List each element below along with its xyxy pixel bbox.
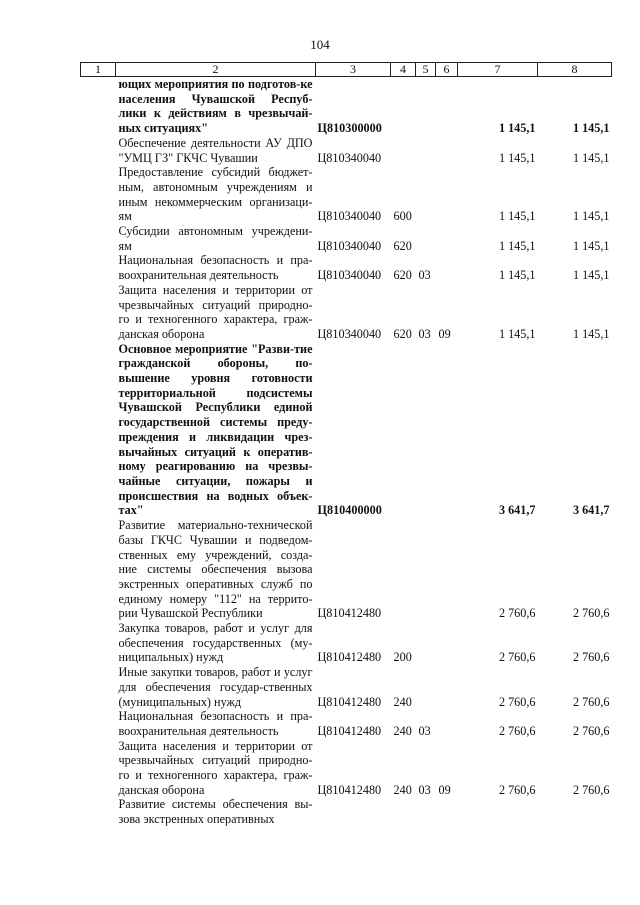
target-article-code <box>316 797 391 826</box>
expense-type-code <box>391 136 416 165</box>
subsection-code <box>436 136 458 165</box>
section-code <box>416 224 436 253</box>
row-number-cell <box>81 665 116 709</box>
amount-col-7: 1 145,1 <box>498 150 536 165</box>
section-code <box>416 342 436 518</box>
table-row <box>81 665 612 709</box>
subsection-code <box>436 665 458 709</box>
row-name: Субсидии автономным учреждени-ям <box>118 224 313 253</box>
row-name: Развитие материально-технической базы ГКЧС Чувашии и подведом-ственных ему учреждений, созда-ние системы обеспечения вызова экстренных оперативных служб по единому номеру "112" на террито-рии Чувашской Республики <box>118 518 313 621</box>
column-header: 4 <box>391 63 416 77</box>
row-number-cell <box>81 342 116 518</box>
row-number-cell <box>81 621 116 665</box>
row-name: Иные закупки товаров, работ и услуг для обеспечения государ-ственных (муниципальных) нужд <box>118 665 313 709</box>
table-row <box>81 342 612 518</box>
table-row <box>81 253 612 282</box>
row-name: Национальная безопасность и пра-воохранительная деятельность <box>118 709 313 738</box>
subsection-code <box>436 253 458 282</box>
amount-col-8 <box>538 797 612 826</box>
target-article-code: Ц810412480 <box>317 606 382 621</box>
expense-type-code: 620 <box>393 326 412 341</box>
table-row <box>81 621 612 665</box>
section-code <box>416 665 436 709</box>
subsection-code <box>436 797 458 826</box>
column-header: 8 <box>538 63 612 77</box>
column-header: 5 <box>416 63 436 77</box>
row-name: Развитие системы обеспечения вы-зова экстренных оперативных <box>118 797 313 827</box>
expense-type-code <box>391 342 416 518</box>
row-number-cell <box>81 77 116 136</box>
target-article-code: Ц810340040 <box>317 209 382 224</box>
expense-type-code: 200 <box>393 650 412 665</box>
section-code: 03 <box>418 268 431 283</box>
amount-col-7: 1 145,1 <box>498 268 536 283</box>
section-code <box>416 136 436 165</box>
subsection-code <box>436 77 458 136</box>
amount-col-7: 2 760,6 <box>498 723 536 738</box>
amount-col-7: 2 760,6 <box>498 694 536 709</box>
row-number-cell <box>81 283 116 342</box>
table-row <box>81 77 612 136</box>
section-code <box>416 165 436 224</box>
target-article-code: Ц810400000 <box>317 503 382 518</box>
section-code <box>416 518 436 621</box>
amount-col-8: 1 145,1 <box>572 121 610 136</box>
subsection-code: 09 <box>438 326 451 341</box>
row-name: Основное мероприятие "Разви-тие гражданской обороны, по-вышение уровня готовности территориальной подсистемы Чувашской Республики единой государственной системы преду-преждения и ликвидации чрез-вычайных ситуаций к оператив-ному реагированию на чрезвы-чайные ситуации, пожары и происшествия на водных объек-тах" <box>118 341 313 518</box>
amount-col-7: 1 145,1 <box>498 209 536 224</box>
amount-col-8: 2 760,6 <box>572 723 610 738</box>
amount-col-7: 2 760,6 <box>498 782 536 797</box>
table-row <box>81 165 612 224</box>
table-row <box>81 709 612 738</box>
section-code: 03 <box>418 723 431 738</box>
column-header: 3 <box>316 63 391 77</box>
column-header: 1 <box>81 63 116 77</box>
expense-type-code <box>391 797 416 826</box>
amount-col-7: 1 145,1 <box>498 238 536 253</box>
row-number-cell <box>81 709 116 738</box>
target-article-code: Ц810412480 <box>317 782 382 797</box>
column-header: 6 <box>436 63 458 77</box>
subsection-code: 09 <box>438 782 451 797</box>
amount-col-8: 1 145,1 <box>572 268 610 283</box>
row-name: Предоставление субсидий бюджет-ным, автономным учреждениям и иным некоммерческим организаци-ям <box>118 165 313 224</box>
amount-col-7: 1 145,1 <box>498 121 536 136</box>
amount-col-8: 2 760,6 <box>572 606 610 621</box>
target-article-code: Ц810412480 <box>317 723 382 738</box>
expense-type-code: 620 <box>393 268 412 283</box>
expense-type-code <box>391 518 416 621</box>
amount-col-8: 1 145,1 <box>572 238 610 253</box>
row-name: Национальная безопасность и пра-воохранительная деятельность <box>118 253 313 283</box>
subsection-code <box>436 165 458 224</box>
target-article-code: Ц810340040 <box>317 238 382 253</box>
amount-col-8: 1 145,1 <box>572 326 610 341</box>
expense-type-code: 240 <box>393 694 412 709</box>
target-article-code: Ц810340040 <box>317 268 382 283</box>
column-header: 2 <box>116 63 316 77</box>
column-header: 7 <box>458 63 538 77</box>
section-code: 03 <box>418 782 431 797</box>
amount-col-7: 2 760,6 <box>498 650 536 665</box>
subsection-code <box>436 518 458 621</box>
target-article-code: Ц810412480 <box>317 650 382 665</box>
target-article-code: Ц810300000 <box>317 121 382 136</box>
amount-col-7 <box>458 797 538 826</box>
subsection-code <box>436 709 458 738</box>
section-code: 03 <box>418 326 431 341</box>
column-number-header-row <box>81 63 612 77</box>
row-number-cell <box>81 165 116 224</box>
row-number-cell <box>81 518 116 621</box>
amount-col-8: 2 760,6 <box>572 694 610 709</box>
section-code <box>416 621 436 665</box>
subsection-code <box>436 224 458 253</box>
expense-type-code: 600 <box>393 209 412 224</box>
amount-col-7: 3 641,7 <box>498 503 536 518</box>
amount-col-8: 1 145,1 <box>572 150 610 165</box>
amount-col-8: 1 145,1 <box>572 209 610 224</box>
row-name: Закупка товаров, работ и услуг для обеспечения государственных (му-ниципальных) нужд <box>118 621 313 665</box>
row-number-cell <box>81 136 116 165</box>
expense-type-code <box>391 77 416 136</box>
page-number: 104 <box>310 37 330 52</box>
section-code <box>416 797 436 826</box>
target-article-code: Ц810340040 <box>317 150 382 165</box>
amount-col-8: 3 641,7 <box>572 503 610 518</box>
amount-col-7: 1 145,1 <box>498 326 536 341</box>
expense-type-code: 240 <box>393 723 412 738</box>
row-number-cell <box>81 253 116 282</box>
subsection-code <box>436 621 458 665</box>
amount-col-8: 2 760,6 <box>572 650 610 665</box>
table-row <box>81 739 612 798</box>
row-name: Защита населения и территории от чрезвычайных ситуаций природно-го и техногенного характера, граж-данская оборона <box>118 738 313 797</box>
row-number-cell <box>81 739 116 798</box>
subsection-code <box>436 342 458 518</box>
target-article-code: Ц810412480 <box>317 694 382 709</box>
expense-type-code: 240 <box>393 782 412 797</box>
expense-type-code: 620 <box>393 238 412 253</box>
row-name: Защита населения и территории от чрезвычайных ситуаций природно-го и техногенного характера, граж-данская оборона <box>118 282 313 341</box>
row-number-cell <box>81 797 116 826</box>
amount-col-8: 2 760,6 <box>572 782 610 797</box>
row-name: ющих мероприятия по подготов-ке населения Чувашской Респуб-лики к действиям в чрезвычай-ных ситуациях" <box>118 77 313 136</box>
row-number-cell <box>81 224 116 253</box>
budget-table <box>80 62 612 827</box>
row-name: Обеспечение деятельности АУ ДПО "УМЦ ГЗ" ГКЧС Чувашии <box>118 135 313 165</box>
target-article-code: Ц810340040 <box>317 326 382 341</box>
amount-col-7: 2 760,6 <box>498 606 536 621</box>
table-row <box>81 283 612 342</box>
section-code <box>416 77 436 136</box>
table-row <box>81 136 612 165</box>
table-row <box>81 518 612 621</box>
table-row <box>81 797 612 826</box>
table-row <box>81 224 612 253</box>
